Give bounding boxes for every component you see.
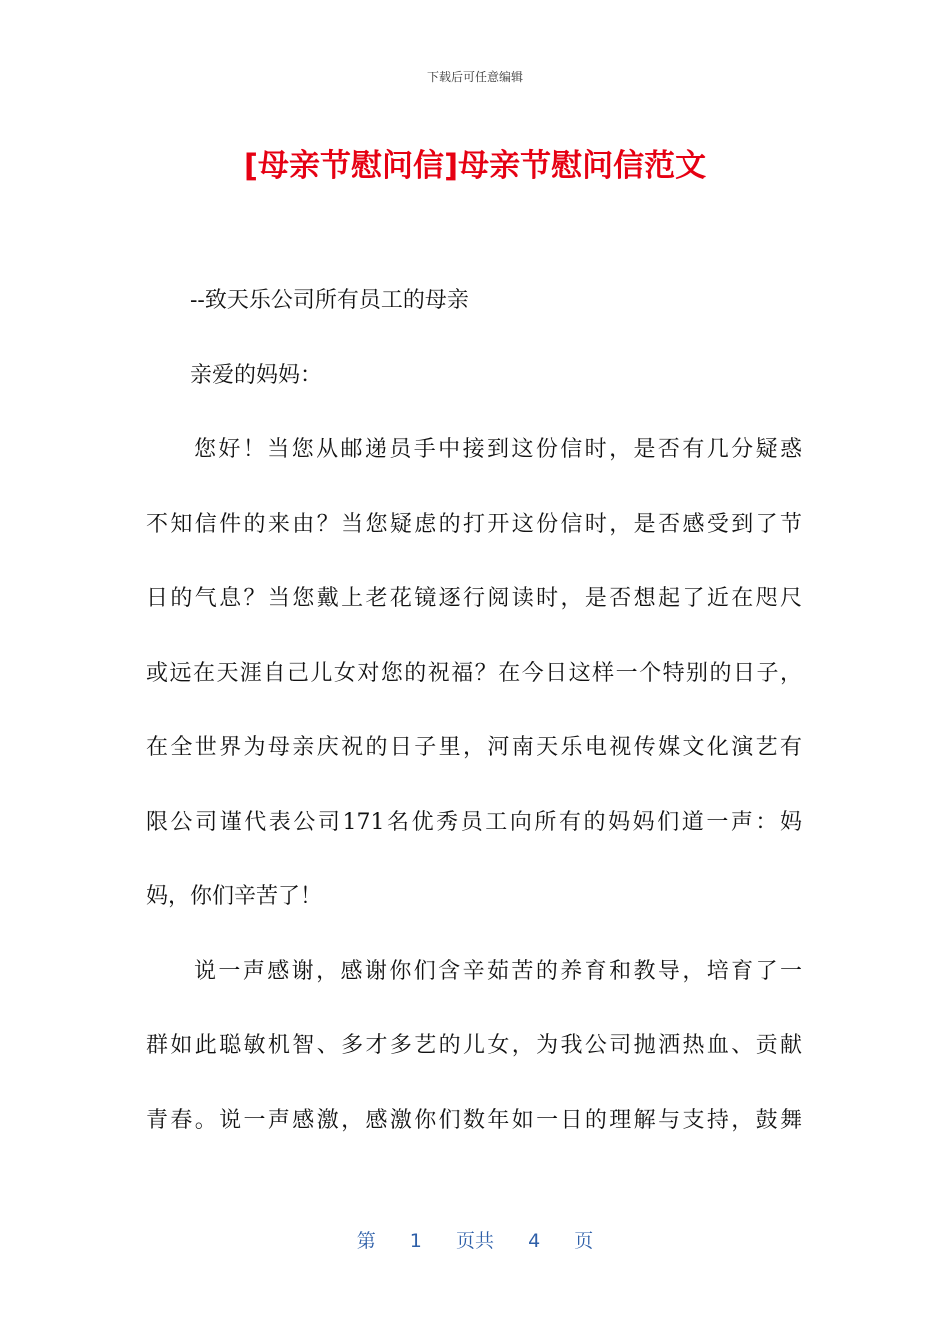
paragraph-line: 妈，你们辛苦了！ — [146, 884, 323, 909]
footer-label-end: 页 — [574, 1230, 594, 1252]
paragraph-line: 群如此聪敏机智、多才多艺的儿女，为我公司抛洒热血、贡献 — [146, 1033, 802, 1058]
paragraph-line: 不知信件的来由？当您疑虑的打开这份信时，是否感受到了节 — [146, 511, 802, 537]
paragraph-line: 青春。说一声感激，感激你们数年如一日的理解与支持，鼓舞 — [146, 1107, 802, 1133]
paragraph-line: 您好！当您从邮递员手中接到这份信时，是否有几分疑惑 — [194, 437, 802, 462]
document-title: [母亲节慰问信]母亲节慰问信范文 — [243, 148, 707, 184]
footer-label-of: 页共 — [455, 1230, 494, 1252]
footer-total-pages: 4 — [528, 1230, 541, 1252]
paragraph-2 — [146, 935, 802, 1159]
footer-label-page: 第 — [356, 1230, 376, 1252]
letter-body — [146, 264, 802, 1158]
paragraph-line: 日的气息？当您戴上老花镜逐行阅读时，是否想起了近在咫尺 — [146, 586, 802, 611]
paragraph-line: 说一声感谢，感谢你们含辛茹苦的养育和教导，培育了一 — [194, 958, 802, 984]
salutation: 亲爱的妈妈： — [190, 362, 323, 388]
footer-current-page: 1 — [409, 1230, 422, 1252]
recipient-line: --致天乐公司所有员工的母亲 — [190, 288, 469, 313]
paragraph-1 — [146, 413, 802, 935]
page-footer — [0, 1226, 950, 1253]
paragraph-line: 在全世界为母亲庆祝的日子里，河南天乐电视传媒文化演艺有 — [146, 735, 802, 760]
header-note: 下载后可任意编辑 — [426, 70, 523, 84]
paragraph-line: 限公司谨代表公司171名优秀员工向所有的妈妈们道一声：妈 — [146, 809, 802, 835]
paragraph-line: 或远在天涯自己儿女对您的祝福？在今日这样一个特别的日子， — [146, 660, 802, 686]
